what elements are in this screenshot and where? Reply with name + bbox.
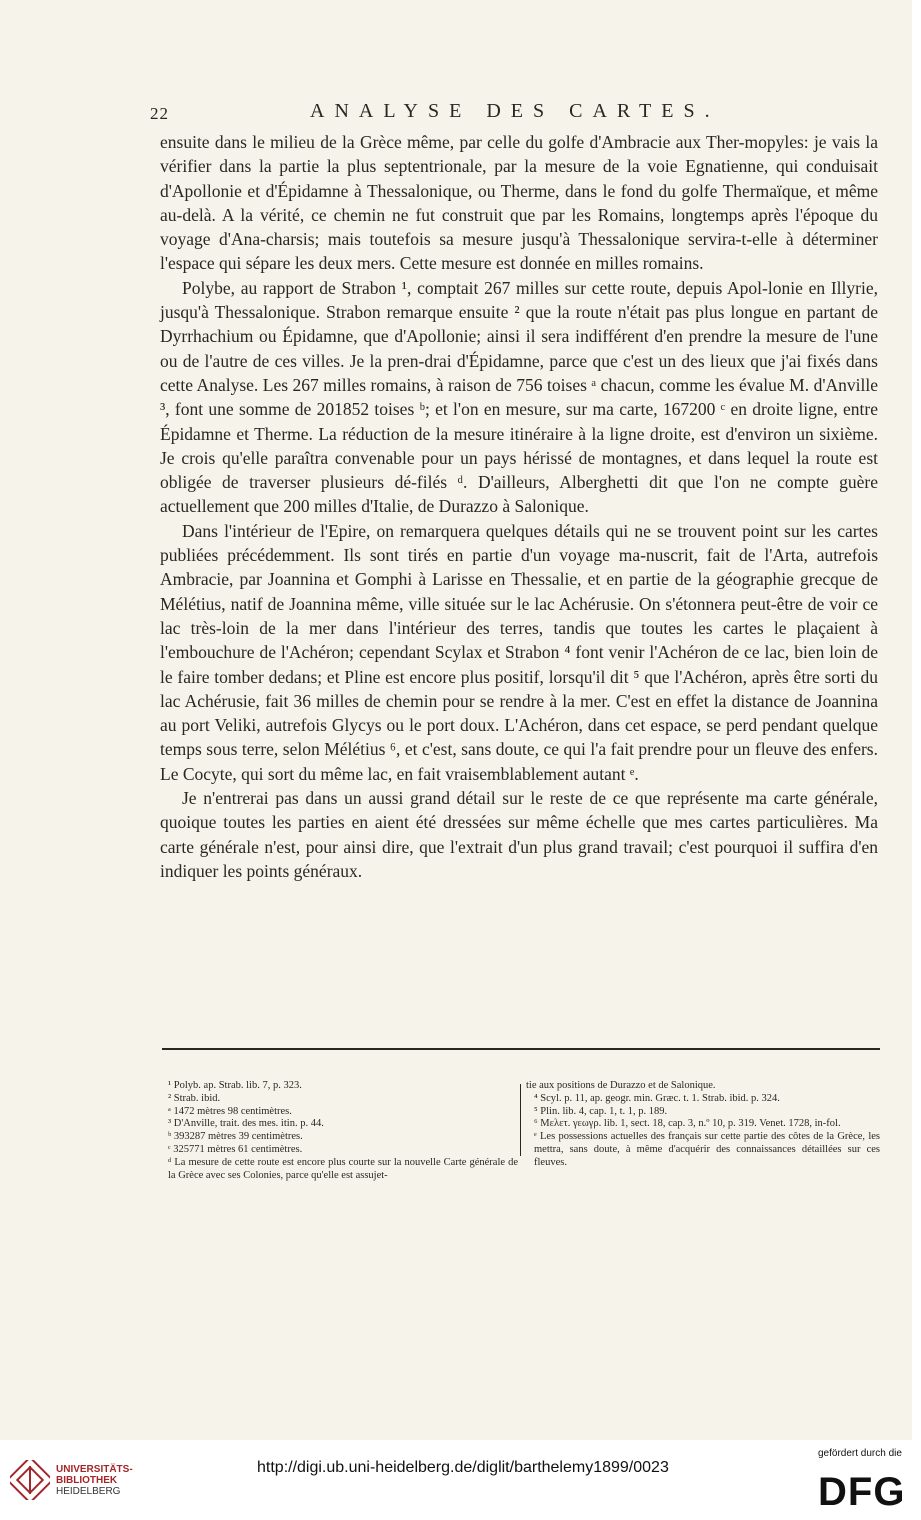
footer-bar — [0, 1440, 921, 1520]
paragraph-3: Dans l'intérieur de l'Epire, on remarquera quelques détails qui ne se trouvent point sur les cartes publiées précédemment. Ils sont tirés en partie d'un voyage ma-nuscrit, fait de l'Arta, autrefois Ambracie, par Joannina et Gomphi à Larisse en Thessalie, et en partie de la géographie grecque de Mélétius, natif de Joannina même, ville située sur le lac Achérusie. On s'étonnera peut-être de voir ce lac très-loin de la mer dans l'intérieur des terres, tandis que toutes les cartes le plaçaient à l'embouchure de l'Achéron; cependant Scylax et Strabon ⁴ font venir l'Achéron de ce lac, bien loin de le faire tomber dedans; et Pline est encore plus positif, lorsqu'il dit ⁵ que l'Achéron, après être sorti du lac Achérusie, fait 36 milles de chemin pour se rendre à la mer. C'est en effet la distance de Joannina au port Veliki, autrefois Glycys ou le port doux. L'Achéron, dans cet espace, se perd pendant quelque temps sous terre, selon Mélétius ⁶, et c'est, sans doute, ce qui l'a fait prendre pour un fleuve des enfers. Le Cocyte, qui sort du même lac, en fait vraisemblablement autant ᵉ. — [160, 520, 878, 784]
footnote-rule — [162, 1048, 880, 1050]
footnote: ³ D'Anville, trait. des mes. itin. p. 44. — [168, 1118, 324, 1130]
footnotes-right-column — [526, 1080, 880, 1170]
paragraph-2: Polybe, au rapport de Strabon ¹, comptait 267 milles sur cette route, depuis Apol-lonie en Illyrie, jusqu'à Thessalonique. Strabon remarque ensuite ² que la route n'était pas plus longue en partant de Dyrrhachium ou Épidamne, que d'Apollonie; ainsi il sera indifférent d'en prendre la mesure de l'une ou de l'autre de ces villes. Je la pren-drai d'Épidamne, parce que c'est un des lieux que j'ai fixés dans cette Analyse. Les 267 milles romains, à raison de 756 toises ᵃ chacun, comme les évalue M. d'Anville ³, font une somme de 201852 toises ᵇ; et l'on en mesure, sur ma carte, 167200 ᶜ en droite ligne, entre Épidamne et Therme. La réduction de la mesure itinéraire à la ligne droite, est d'environ un sixième. Je crois qu'elle paraîtra convenable pour un pays hérissé de montagnes, et dans lequel la route est obligée de traverser plusieurs dé-filés ᵈ. D'ailleurs, Alberghetti dit que l'on ne compte guère actuellement que 200 milles d'Italie, de Durazzo à Salonique. — [160, 277, 878, 517]
library-name-line2: BIBLIOTHEK — [56, 1475, 118, 1486]
sponsor-caption: gefördert durch die — [818, 1448, 902, 1459]
library-logo-icon — [10, 1460, 50, 1500]
footnote: ⁴ Scyl. p. 11, ap. geogr. min. Græc. t. 1. Strab. ibid. p. 324. — [534, 1092, 780, 1104]
footnotes-left-column — [168, 1080, 518, 1182]
footnotes — [168, 1080, 880, 1181]
footnote: ² Strab. ibid. — [168, 1092, 221, 1104]
running-title: ANALYSE DES CARTES. — [310, 100, 720, 122]
library-name-line3: HEIDELBERG — [56, 1486, 121, 1497]
body-text — [160, 130, 878, 883]
paragraph-1: ensuite dans le milieu de la Grèce même, par celle du golfe d'Ambracie aux Ther-mopyles: je vais la vérifier dans la partie la plus septentrionale, par la mesure de la voie Egnatienne, qui conduisait d'Apollonie et d'Épidamne à Thessalonique, ou Therme, dans le fond du golfe Thermaïque, et même au-delà. A la vérité, ce chemin ne fut construit que par les Romains, longtemps après l'époque du voyage d'Ana-charsis; mais toutefois sa mesure jusqu'à Thessalonique servira-t-elle à déterminer l'espace qui sépare les deux mers. Cette mesure est donnée en milles romains. — [160, 132, 878, 274]
page-number: 22 — [150, 104, 169, 123]
footnote: tie aux positions de Durazzo et de Salonique. — [526, 1080, 716, 1091]
footnote: ᵈ La mesure de cette route est encore plus courte sur la nouvelle Carte générale de la Grèce avec ses Colonies, parce qu'elle est assujet- — [168, 1156, 518, 1181]
page-edge — [912, 0, 921, 1440]
footnote: ¹ Polyb. ap. Strab. lib. 7, p. 323. — [168, 1080, 302, 1091]
footnote: ᵇ 393287 mètres 39 centimètres. — [168, 1131, 303, 1143]
footnote: ᵉ Les possessions actuelles des français sur cette partie des côtes de la Grèce, les mettra, sans doute, à même d'acquérir des connaissances détaillées sur ces fleuves. — [534, 1131, 880, 1168]
footnote-divider — [520, 1084, 521, 1156]
library-name-line1: UNIVERSITÄTS- — [56, 1464, 133, 1475]
dfg-logo: DFG — [818, 1470, 906, 1514]
footnote: ⁵ Plin. lib. 4, cap. 1, t. 1, p. 189. — [534, 1105, 668, 1117]
page-header — [150, 100, 880, 130]
library-logo-text — [56, 1464, 133, 1497]
footnote: ᵃ 1472 mètres 98 centimètres. — [168, 1105, 292, 1117]
footnote: ⁶ Μελετ. γεωγρ. lib. 1, sect. 18, cap. 3, n.º 10, p. 319. Venet. 1728, in-fol. — [534, 1118, 841, 1130]
paragraph-4: Je n'entrerai pas dans un aussi grand détail sur le reste de ce que représente ma carte générale, quoique toutes les parties en aient été dressées sur même échelle que mes cartes particulières. Ma carte générale n'est, pour ainsi dire, que l'extrait d'un plus grand travail; c'est pourquoi il suffira d'en indiquer les points généraux. — [160, 788, 878, 881]
permalink-url[interactable]: http://digi.ub.uni-heidelberg.de/diglit/barthelemy1899/0023 — [257, 1459, 669, 1476]
footnote: ᶜ 325771 mètres 61 centimètres. — [168, 1143, 303, 1155]
